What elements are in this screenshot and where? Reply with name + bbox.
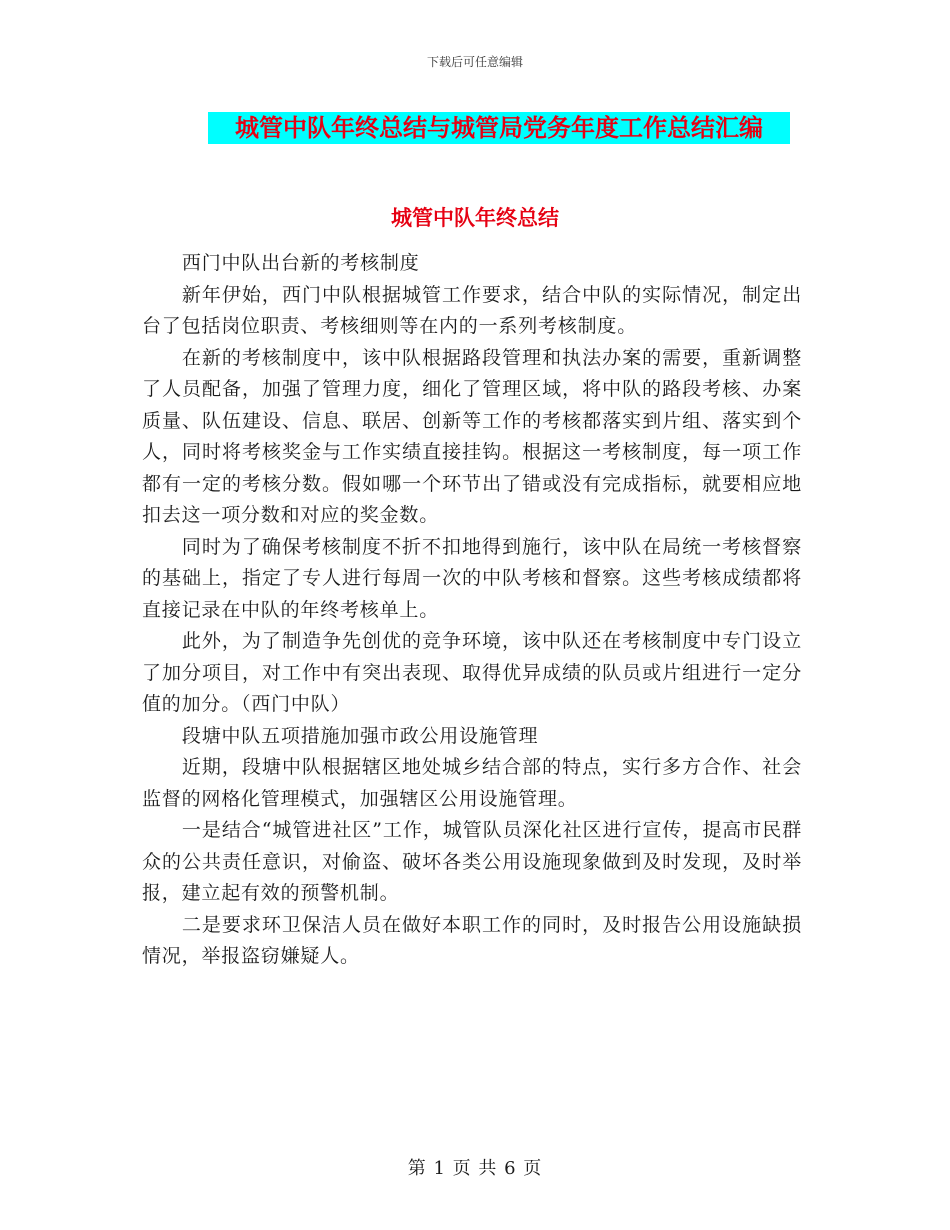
paragraph: 西门中队出台新的考核制度: [181, 252, 420, 274]
paragraph: 此外，为了制造争先创优的竞争环境，该中队还在考核制度中专门设立了加分项目，对工作中有突出表现、取得优异成绩的队员或片组进行一定分值的加分。（西门中队）: [142, 630, 802, 715]
section-title: 城管中队年终总结: [391, 205, 559, 230]
document-title: 城管中队年终总结与城管局党务年度工作总结汇编: [235, 113, 763, 142]
paragraph: 新年伊始，西门中队根据城管工作要求，结合中队的实际情况，制定出台了包括岗位职责、考核细则等在内的一系列考核制度。: [142, 283, 802, 337]
paragraph: 段塘中队五项措施加强市政公用设施管理: [181, 724, 539, 747]
paragraph: 同时为了确保考核制度不折不扣地得到施行，该中队在局统一考核督察的基础上，指定了专人进行每周一次的中队考核和督察。这些考核成绩都将直接记录在中队的年终考核单上。: [142, 535, 802, 621]
page-number-footer: 第 1 页 共 6 页: [407, 1158, 543, 1179]
paragraph: 在新的考核制度中，该中队根据路段管理和执法办案的需要，重新调整了人员配备，加强了管理力度，细化了管理区域，将中队的路段考核、办案质量、队伍建设、信息、联居、创新等工作的考核都落实到片组、落实到个人，同时将考核奖金与工作实绩直接挂钩。根据这一考核制度，每一项工作都有一定的考核分数。假如哪一个环节出了错或没有完成指标，就要相应地扣去这一项分数和对应的奖金数。: [142, 346, 802, 526]
document-body: [142, 248, 802, 973]
paragraph: 一是结合“城管进社区”工作，城管队员深化社区进行宣传，提高市民群众的公共责任意识，对偷盗、破坏各类公用设施现象做到及时发现，及时举报，建立起有效的预警机制。: [142, 819, 802, 904]
paragraph: 近期，段塘中队根据辖区地处城乡结合部的特点，实行多方合作、社会监督的网格化管理模式，加强辖区公用设施管理。: [142, 756, 802, 810]
document-title-highlight: [208, 112, 790, 144]
page-header-note: 下载后可任意编辑: [426, 55, 523, 69]
paragraph: 二是要求环卫保洁人员在做好本职工作的同时，及时报告公用设施缺损情况，举报盗窃嫌疑人。: [142, 913, 802, 967]
